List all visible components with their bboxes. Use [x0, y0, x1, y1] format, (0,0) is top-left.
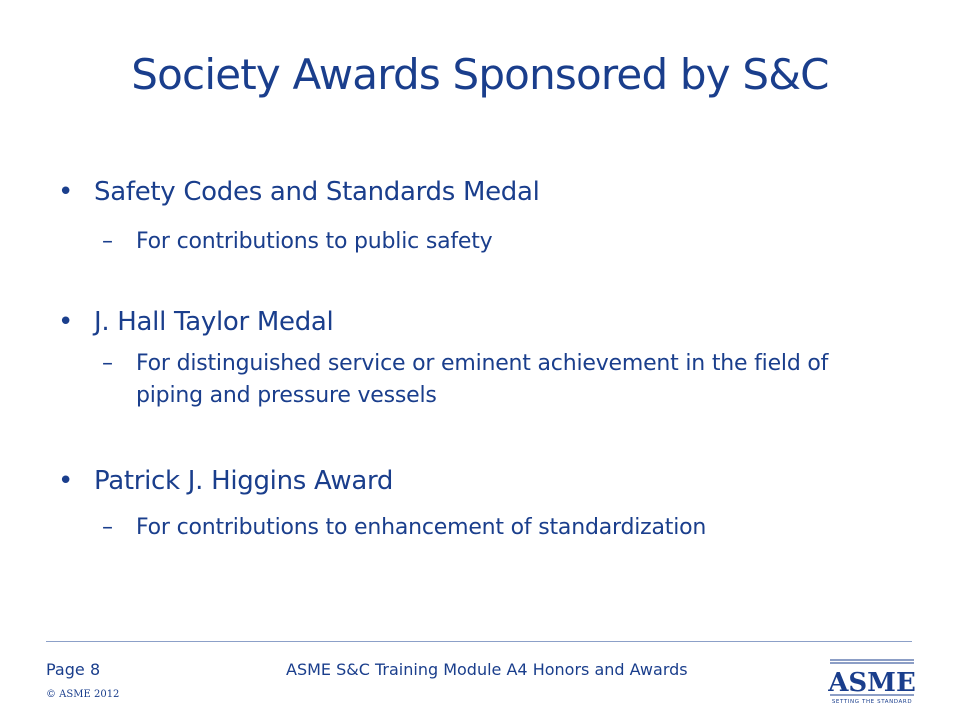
sub-bullet-marker: –	[102, 229, 113, 254]
page-label: Page	[46, 660, 85, 679]
page-number: 8	[90, 660, 101, 679]
sub-bullet-text: For distinguished service or eminent achievement in the field of piping and pressure vessels	[136, 351, 829, 408]
bullet-label: Patrick J. Higgins Award	[94, 466, 394, 496]
footer-module-title: ASME S&C Training Module A4 Honors and Awards	[286, 660, 688, 679]
sub-bullet-marker: –	[102, 515, 113, 540]
sub-bullet-marker: –	[102, 351, 113, 376]
bullet-label: Safety Codes and Standards Medal	[94, 177, 540, 207]
asme-logo	[826, 655, 918, 707]
bullet-marker: •	[58, 177, 74, 207]
bullet-label: J. Hall Taylor Medal	[94, 307, 334, 337]
bullet-marker: •	[58, 466, 74, 496]
logo-tagline: SETTING THE STANDARD	[831, 699, 913, 705]
footer-divider	[46, 641, 912, 642]
bullet-marker: •	[58, 307, 74, 337]
sub-bullet-text: For contributions to public safety	[136, 229, 493, 254]
copyright-notice: © ASME 2012	[46, 689, 120, 700]
sub-bullet-text: For contributions to enhancement of standardization	[136, 515, 707, 540]
slide-title: Society Awards Sponsored by S&C	[131, 50, 829, 99]
logo-wordmark: ASME	[828, 668, 916, 698]
